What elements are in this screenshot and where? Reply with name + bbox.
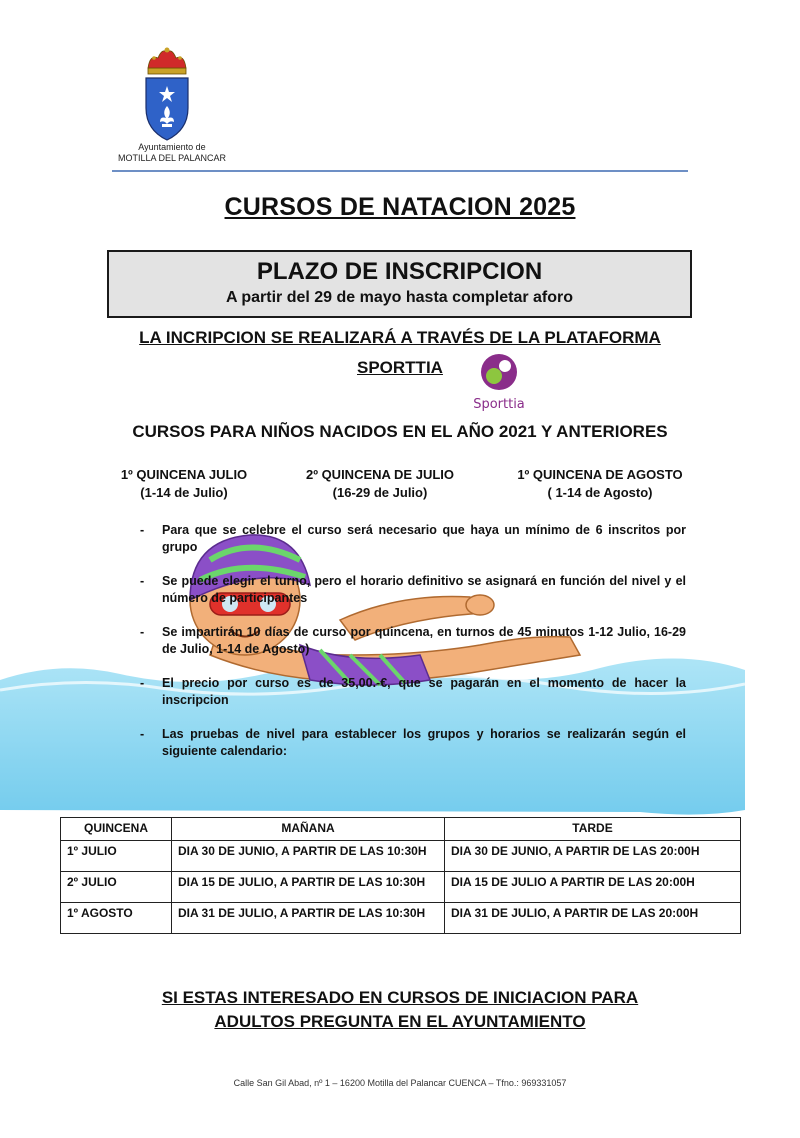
cell-manana: DIA 15 DE JULIO, A PARTIR DE LAS 10:30H bbox=[172, 872, 445, 903]
table-row bbox=[61, 872, 741, 903]
sporttia-logo-icon bbox=[467, 352, 531, 412]
table-row bbox=[61, 841, 741, 872]
header-tarde: TARDE bbox=[445, 818, 741, 841]
period-2-dates: (16-29 de Julio) bbox=[332, 485, 428, 500]
period-2 bbox=[290, 466, 470, 502]
cell-tarde: DIA 15 DE JULIO A PARTIR DE LAS 20:00H bbox=[445, 872, 741, 903]
header-quincena: QUINCENA bbox=[61, 818, 172, 841]
period-3 bbox=[500, 466, 700, 502]
list-item-text: Las pruebas de nivel para establecer los grupos y horarios se realizarán según el siguiente calendario: bbox=[162, 727, 686, 758]
list-item: - Las pruebas de nivel para establecer los grupos y horarios se realizarán según el siguiente calendario: bbox=[140, 727, 686, 758]
cell-tarde: DIA 31 DE JULIO, A PARTIR DE LAS 20:00H bbox=[445, 903, 741, 934]
cell-manana: DIA 31 DE JULIO, A PARTIR DE LAS 10:30H bbox=[172, 903, 445, 934]
list-item-text: El precio por curso es de 35,00.-€, que se pagarán en el momento de hacer la inscripcion bbox=[162, 676, 686, 707]
list-item: - El precio por curso es de 35,00.-€, que se pagarán en el momento de hacer la inscripcion bbox=[140, 676, 686, 707]
platform-notice: LA INCRIPCION SE REALIZARÁ A TRAVÉS DE LA PLATAFORMA bbox=[139, 328, 661, 347]
org-line-2: MOTILLA DEL PALANCAR bbox=[117, 153, 227, 163]
info-list bbox=[140, 522, 686, 777]
registration-box bbox=[107, 250, 692, 318]
list-item-text: Se impartirán 10 días de curso por quincena, en turnos de 45 minutos 1-12 Julio, 16-29 de Julio, 1-14 de Agosto) bbox=[162, 625, 686, 656]
platform-name: SPORTTIA bbox=[357, 358, 443, 377]
schedule-table bbox=[60, 817, 741, 934]
list-item: - Para que se celebre el curso será necesario que haya un mínimo de 6 inscritos por grupo bbox=[140, 523, 686, 554]
list-item-text: Se puede elegir el turno, pero el horario definitivo se asignará en función del nivel y el número de participantes bbox=[162, 574, 686, 605]
cell-quincena: 1º AGOSTO bbox=[61, 903, 172, 934]
cell-tarde: DIA 30 DE JUNIO, A PARTIR DE LAS 20:00H bbox=[445, 841, 741, 872]
organization-name bbox=[112, 142, 232, 164]
closing-line-2: ADULTOS PREGUNTA EN EL AYUNTAMIENTO bbox=[214, 1012, 586, 1031]
header-manana: MAÑANA bbox=[172, 818, 445, 841]
cell-quincena: 2º JULIO bbox=[61, 872, 172, 903]
period-3-name: 1º QUINCENA DE AGOSTO bbox=[517, 467, 683, 482]
period-1-dates: (1-14 de Julio) bbox=[140, 485, 228, 500]
closing-line-1: SI ESTAS INTERESADO EN CURSOS DE INICIACION PARA bbox=[161, 988, 639, 1007]
cell-quincena: 1º JULIO bbox=[61, 841, 172, 872]
table-header-row bbox=[61, 818, 741, 841]
courses-subtitle: CURSOS PARA NIÑOS NACIDOS EN EL AÑO 2021 Y ANTERIORES bbox=[132, 422, 668, 441]
org-line-1: Ayuntamiento de bbox=[138, 142, 206, 152]
list-item-text: Para que se celebre el curso será necesario que haya un mínimo de 6 inscritos por grupo bbox=[162, 523, 686, 554]
period-3-dates: ( 1-14 de Agosto) bbox=[547, 485, 653, 500]
coat-of-arms-icon bbox=[140, 46, 194, 142]
header-rule bbox=[112, 170, 688, 172]
list-item: - Se puede elegir el turno, pero el horario definitivo se asignará en función del nivel y el número de participantes bbox=[140, 574, 686, 605]
period-1 bbox=[104, 466, 264, 502]
footer-address: Calle San Gil Abad, nº 1 – 16200 Motilla del Palancar CUENCA – Tfno.: 969331057 bbox=[233, 1078, 567, 1088]
list-item: - Se impartirán 10 días de curso por quincena, en turnos de 45 minutos 1-12 Julio, 16-29 de Julio, 1-14 de Agosto) bbox=[140, 625, 686, 656]
sporttia-logo-text: Sporttia bbox=[473, 397, 525, 412]
table-row bbox=[61, 903, 741, 934]
closing-notice bbox=[0, 986, 800, 1034]
cell-manana: DIA 30 DE JUNIO, A PARTIR DE LAS 10:30H bbox=[172, 841, 445, 872]
registration-subtitle: A partir del 29 de mayo hasta completar aforo bbox=[225, 289, 574, 306]
period-2-name: 2º QUINCENA DE JULIO bbox=[305, 467, 454, 482]
period-1-name: 1º QUINCENA JULIO bbox=[120, 467, 248, 482]
page-title: CURSOS DE NATACION 2025 bbox=[224, 193, 576, 221]
registration-title: PLAZO DE INSCRIPCION bbox=[256, 258, 543, 285]
